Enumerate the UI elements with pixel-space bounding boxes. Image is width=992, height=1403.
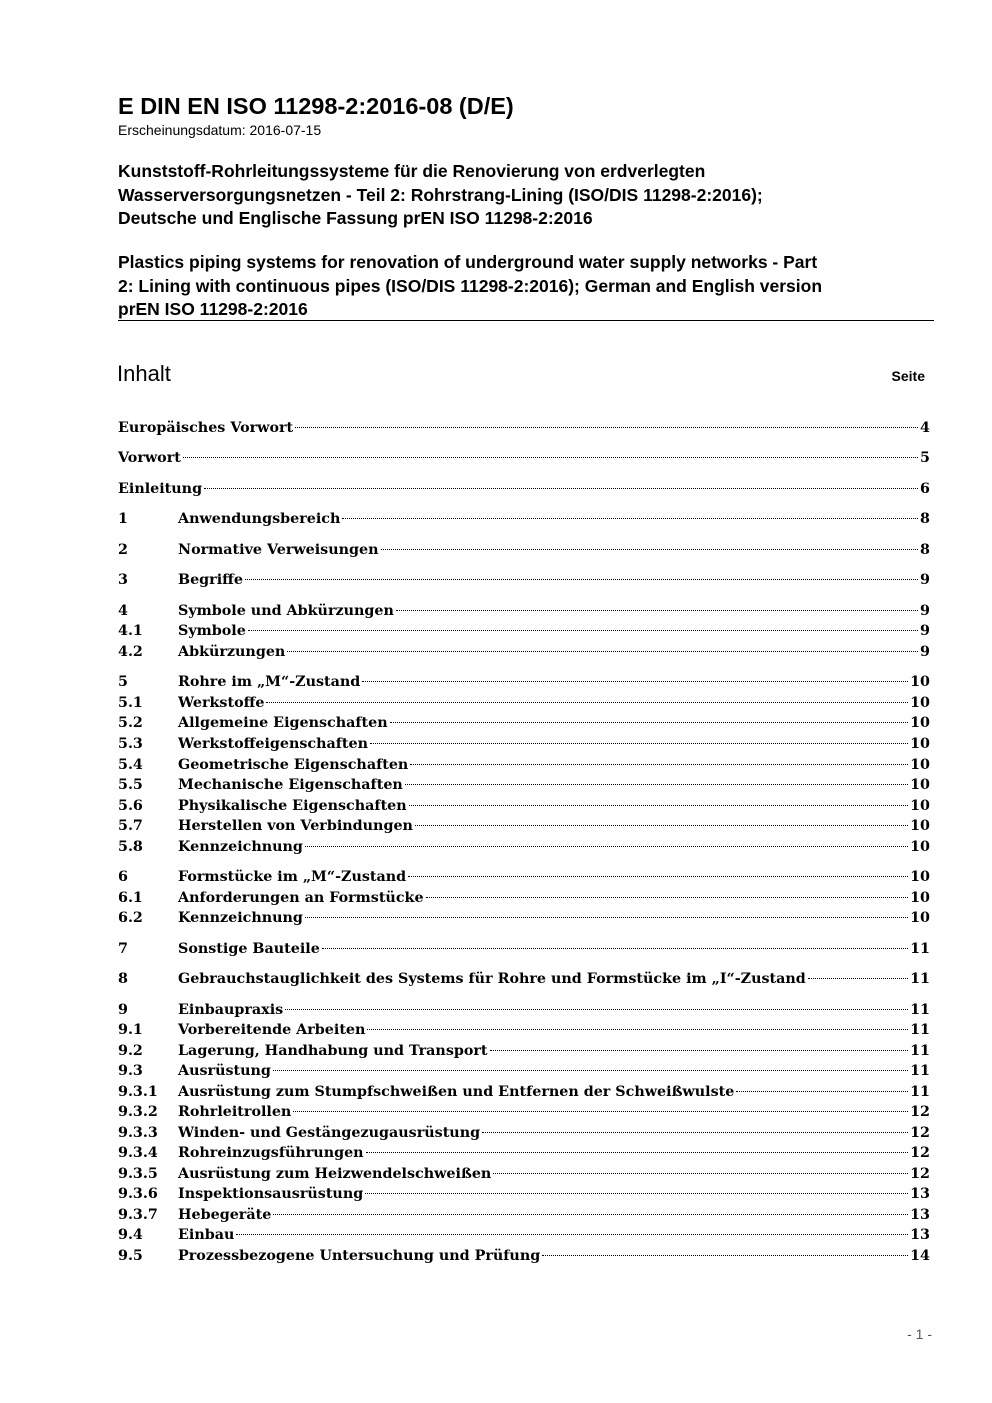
toc-entry-page: 8	[920, 542, 930, 558]
toc-entry[interactable]	[118, 1041, 930, 1061]
toc-entry-number: 9.3.7	[118, 1207, 158, 1223]
toc-entry[interactable]	[118, 693, 930, 713]
toc-dot-leader	[365, 1193, 908, 1194]
toc-entry[interactable]	[118, 601, 930, 621]
toc-entry[interactable]	[118, 713, 930, 733]
toc-entry-number: 9.3.5	[118, 1166, 158, 1182]
toc-entry-number: 5.4	[118, 757, 143, 773]
toc-entry-page: 10	[910, 757, 930, 773]
toc-entry-number: 9.3.1	[118, 1084, 158, 1100]
toc-entry-number: 7	[118, 941, 128, 957]
toc-dot-leader	[342, 518, 918, 519]
toc-dot-leader	[426, 897, 909, 898]
toc-entry-number: 5.5	[118, 777, 143, 793]
toc-entry-title: Kennzeichnung	[178, 839, 303, 855]
toc-entry-title: Allgemeine Eigenschaften	[178, 715, 388, 731]
toc-entry-number: 6.2	[118, 910, 143, 926]
toc-entry[interactable]	[118, 1082, 930, 1102]
toc-entry-page: 8	[920, 511, 930, 527]
toc-entry[interactable]	[118, 816, 930, 836]
toc-entry-page: 9	[920, 644, 930, 660]
toc-dot-leader	[390, 722, 908, 723]
toc-entry-title: Werkstoffeigenschaften	[178, 736, 369, 752]
toc-entry[interactable]	[118, 888, 930, 908]
header-divider	[118, 320, 934, 321]
toc-entry-title: Einleitung	[118, 481, 203, 497]
toc-entry-page: 4	[920, 420, 930, 436]
english-title-line: 2: Lining with continuous pipes (ISO/DIS 11298-2:2016); German and English version	[118, 275, 823, 296]
toc-entry-page: 13	[910, 1186, 930, 1202]
toc-entry-page: 9	[920, 572, 930, 588]
toc-entry[interactable]	[118, 969, 930, 989]
toc-entry-title: Inspektionsausrüstung	[178, 1186, 364, 1202]
toc-entry-number: 9.3.3	[118, 1125, 158, 1141]
toc-dot-leader	[381, 549, 919, 550]
toc-entry-title: Symbole und Abkürzungen	[178, 603, 394, 619]
toc-dot-leader	[408, 876, 908, 877]
toc-entry-page: 10	[910, 839, 930, 855]
toc-entry[interactable]	[118, 908, 930, 928]
toc-entry[interactable]	[118, 1205, 930, 1225]
toc-entry-number: 5.7	[118, 818, 143, 834]
toc-entry-number: 4	[118, 603, 128, 619]
toc-entry-page: 12	[910, 1145, 930, 1161]
toc-entry-page: 11	[910, 1084, 930, 1100]
toc-entry-number: 9	[118, 1002, 128, 1018]
toc-entry[interactable]	[118, 1225, 930, 1245]
toc-entry-title: Anwendungsbereich	[178, 511, 341, 527]
toc-entry-number: 5.6	[118, 798, 143, 814]
toc-entry-title: Ausrüstung zum Stumpfschweißen und Entfernen der Schweißwulste	[178, 1084, 735, 1100]
toc-entry[interactable]	[118, 1184, 930, 1204]
toc-entry-title: Einbaupraxis	[178, 1002, 284, 1018]
toc-dot-leader	[490, 1050, 909, 1051]
english-title-line: prEN ISO 11298-2:2016	[118, 299, 308, 319]
toc-entry[interactable]	[118, 621, 930, 641]
toc-entry-page: 10	[910, 818, 930, 834]
toc-entry[interactable]	[118, 570, 930, 590]
toc-entry-title: Lagerung, Handhabung und Transport	[178, 1043, 488, 1059]
toc-entry-page: 10	[910, 715, 930, 731]
toc-entry-title: Werkstoffe	[178, 695, 265, 711]
german-title-line: Kunststoff-Rohrleitungssysteme für die Renovierung von erdverlegten	[118, 161, 706, 181]
toc-entry-title: Rohrleitrollen	[178, 1104, 292, 1120]
toc-entry-number: 1	[118, 511, 128, 527]
toc-entry-number: 5	[118, 674, 128, 690]
toc-entry-title: Geometrische Eigenschaften	[178, 757, 409, 773]
toc-entry-page: 10	[910, 674, 930, 690]
toc-entry-title: Europäisches Vorwort	[118, 420, 294, 436]
toc-entry-number: 3	[118, 572, 128, 588]
toc-dot-leader	[305, 846, 908, 847]
toc-page-column-header: Seite	[891, 368, 925, 384]
toc-entry[interactable]	[118, 642, 930, 662]
toc-entry-page: 14	[910, 1248, 930, 1264]
toc-entry-number: 5.1	[118, 695, 143, 711]
toc-dot-leader	[245, 579, 918, 580]
page-number: - 1 -	[907, 1326, 932, 1342]
toc-entry-page: 13	[910, 1227, 930, 1243]
toc-entry-number: 9.4	[118, 1227, 143, 1243]
toc-entry-page: 9	[920, 603, 930, 619]
toc-entry[interactable]	[118, 479, 930, 499]
toc-entry-title: Prozessbezogene Untersuchung und Prüfung	[178, 1248, 541, 1264]
publication-date: Erscheinungsdatum: 2016-07-15	[118, 122, 322, 138]
toc-entry[interactable]	[118, 509, 930, 529]
toc-entry-page: 11	[910, 1022, 930, 1038]
toc-entry-page: 12	[910, 1166, 930, 1182]
toc-entry-page: 11	[910, 941, 930, 957]
toc-entry[interactable]	[118, 837, 930, 857]
toc-entry-page: 11	[910, 1002, 930, 1018]
toc-entry-number: 5.2	[118, 715, 143, 731]
toc-dot-leader	[287, 651, 918, 652]
toc-entry[interactable]	[118, 734, 930, 754]
toc-entry-title: Rohre im „M“-Zustand	[178, 674, 361, 690]
toc-entry[interactable]	[118, 755, 930, 775]
toc-entry[interactable]	[118, 867, 930, 887]
toc-entry-title: Normative Verweisungen	[178, 542, 379, 558]
toc-entry-number: 5.8	[118, 839, 143, 855]
toc-entry[interactable]	[118, 418, 930, 438]
toc-entry[interactable]	[118, 939, 930, 959]
toc-entry-page: 5	[920, 450, 930, 466]
toc-dot-leader	[285, 1009, 908, 1010]
toc-dot-leader	[410, 764, 908, 765]
toc-dot-leader	[493, 1173, 908, 1174]
toc-dot-leader	[736, 1091, 908, 1092]
toc-entry-title: Abkürzungen	[178, 644, 286, 660]
toc-dot-leader	[273, 1214, 908, 1215]
toc-entry-title: Herstellen von Verbindungen	[178, 818, 413, 834]
toc-dot-leader	[248, 630, 918, 631]
toc-entry-title: Vorbereitende Arbeiten	[178, 1022, 366, 1038]
toc-entry-number: 6	[118, 869, 128, 885]
toc-entry-page: 6	[920, 481, 930, 497]
toc-entry[interactable]	[118, 672, 930, 692]
toc-entry-title: Mechanische Eigenschaften	[178, 777, 403, 793]
toc-entry[interactable]	[118, 1246, 930, 1266]
toc-entry-number: 5.3	[118, 736, 143, 752]
toc-entry-page: 10	[910, 890, 930, 906]
toc-entry-title: Vorwort	[118, 450, 181, 466]
toc-entry[interactable]	[118, 775, 930, 795]
toc-entry-number: 9.3.2	[118, 1104, 158, 1120]
toc-dot-leader	[236, 1234, 908, 1235]
german-title	[118, 160, 938, 231]
toc-entry-number: 8	[118, 971, 128, 987]
toc-entry-number: 9.5	[118, 1248, 143, 1264]
toc-entry-number: 9.3.4	[118, 1145, 158, 1161]
toc-entry-page: 13	[910, 1207, 930, 1223]
toc-entry[interactable]	[118, 1143, 930, 1163]
toc-entry-title: Symbole	[178, 623, 246, 639]
german-title-line: Deutsche und Englische Fassung prEN ISO 11298-2:2016	[118, 208, 593, 228]
toc-dot-leader	[266, 702, 908, 703]
toc-entry-page: 11	[910, 1043, 930, 1059]
toc-entry-title: Physikalische Eigenschaften	[178, 798, 407, 814]
toc-dot-leader	[293, 1111, 908, 1112]
toc-entry[interactable]	[118, 1102, 930, 1122]
toc-entry-title: Formstücke im „M“-Zustand	[178, 869, 407, 885]
toc-dot-leader	[415, 825, 908, 826]
toc-dot-leader	[204, 488, 918, 489]
toc-entry-title: Einbau	[178, 1227, 235, 1243]
toc-entry-page: 11	[910, 971, 930, 987]
toc-entry[interactable]	[118, 796, 930, 816]
toc-dot-leader	[396, 610, 918, 611]
toc-entry-page: 12	[910, 1104, 930, 1120]
toc-entry-number: 6.1	[118, 890, 143, 906]
toc-entry-title: Anforderungen an Formstücke	[178, 890, 424, 906]
toc-entry[interactable]	[118, 1000, 930, 1020]
toc-entry-number: 4.1	[118, 623, 143, 639]
toc-entry[interactable]	[118, 1123, 930, 1143]
toc-entry-page: 10	[910, 736, 930, 752]
toc-dot-leader	[482, 1132, 908, 1133]
toc-dot-leader	[322, 948, 908, 949]
toc-entry-number: 9.1	[118, 1022, 143, 1038]
toc-dot-leader	[405, 784, 908, 785]
toc-heading: Inhalt	[117, 361, 171, 386]
toc-dot-leader	[362, 681, 908, 682]
toc-entry-page: 10	[910, 695, 930, 711]
toc-entry-title: Ausrüstung	[178, 1063, 271, 1079]
toc-entry-number: 2	[118, 542, 128, 558]
toc-dot-leader	[367, 1029, 908, 1030]
toc-dot-leader	[305, 917, 908, 918]
toc-entry[interactable]	[118, 1020, 930, 1040]
toc-entry-page: 10	[910, 869, 930, 885]
toc-entry[interactable]	[118, 1061, 930, 1081]
toc-entry-number: 9.3	[118, 1063, 143, 1079]
german-title-line: Wasserversorgungsnetzen - Teil 2: Rohrstrang-Lining (ISO/DIS 11298-2:2016);	[118, 184, 763, 205]
toc-dot-leader	[366, 1152, 909, 1153]
toc-entry-title: Hebegeräte	[178, 1207, 272, 1223]
english-title-line: Plastics piping systems for renovation of underground water supply networks - Part	[118, 252, 818, 272]
toc-entry-number: 9.2	[118, 1043, 143, 1059]
toc-entry-title: Gebrauchstauglichkeit des Systems für Rohre und Formstücke im „I“-Zustand	[178, 971, 806, 987]
document-title: E DIN EN ISO 11298-2:2016-08 (D/E)	[118, 93, 514, 119]
toc-entry-page: 10	[910, 798, 930, 814]
toc-entry-page: 10	[910, 910, 930, 926]
toc-dot-leader	[273, 1070, 908, 1071]
toc-entry-title: Rohreinzugsführungen	[178, 1145, 364, 1161]
toc-entry-title: Sonstige Bauteile	[178, 941, 320, 957]
toc-dot-leader	[295, 427, 918, 428]
toc-entry[interactable]	[118, 540, 930, 560]
toc-entry-page: 12	[910, 1125, 930, 1141]
toc-entry-page: 9	[920, 623, 930, 639]
toc-entry-page: 10	[910, 777, 930, 793]
toc-entry[interactable]	[118, 1164, 930, 1184]
toc-entry-title: Ausrüstung zum Heizwendelschweißen	[178, 1166, 492, 1182]
toc-entry-title: Winden- und Gestängezugausrüstung	[178, 1125, 481, 1141]
toc-entry[interactable]	[118, 448, 930, 468]
toc-dot-leader	[409, 805, 908, 806]
toc-entry-title: Kennzeichnung	[178, 910, 303, 926]
toc-dot-leader	[370, 743, 908, 744]
toc-entry-number: 4.2	[118, 644, 143, 660]
english-title	[118, 251, 938, 322]
toc-dot-leader	[542, 1255, 908, 1256]
toc-entry-page: 11	[910, 1063, 930, 1079]
toc-entry-number: 9.3.6	[118, 1186, 158, 1202]
toc-entry-title: Begriffe	[178, 572, 243, 588]
toc-dot-leader	[808, 978, 908, 979]
toc-dot-leader	[183, 457, 918, 458]
